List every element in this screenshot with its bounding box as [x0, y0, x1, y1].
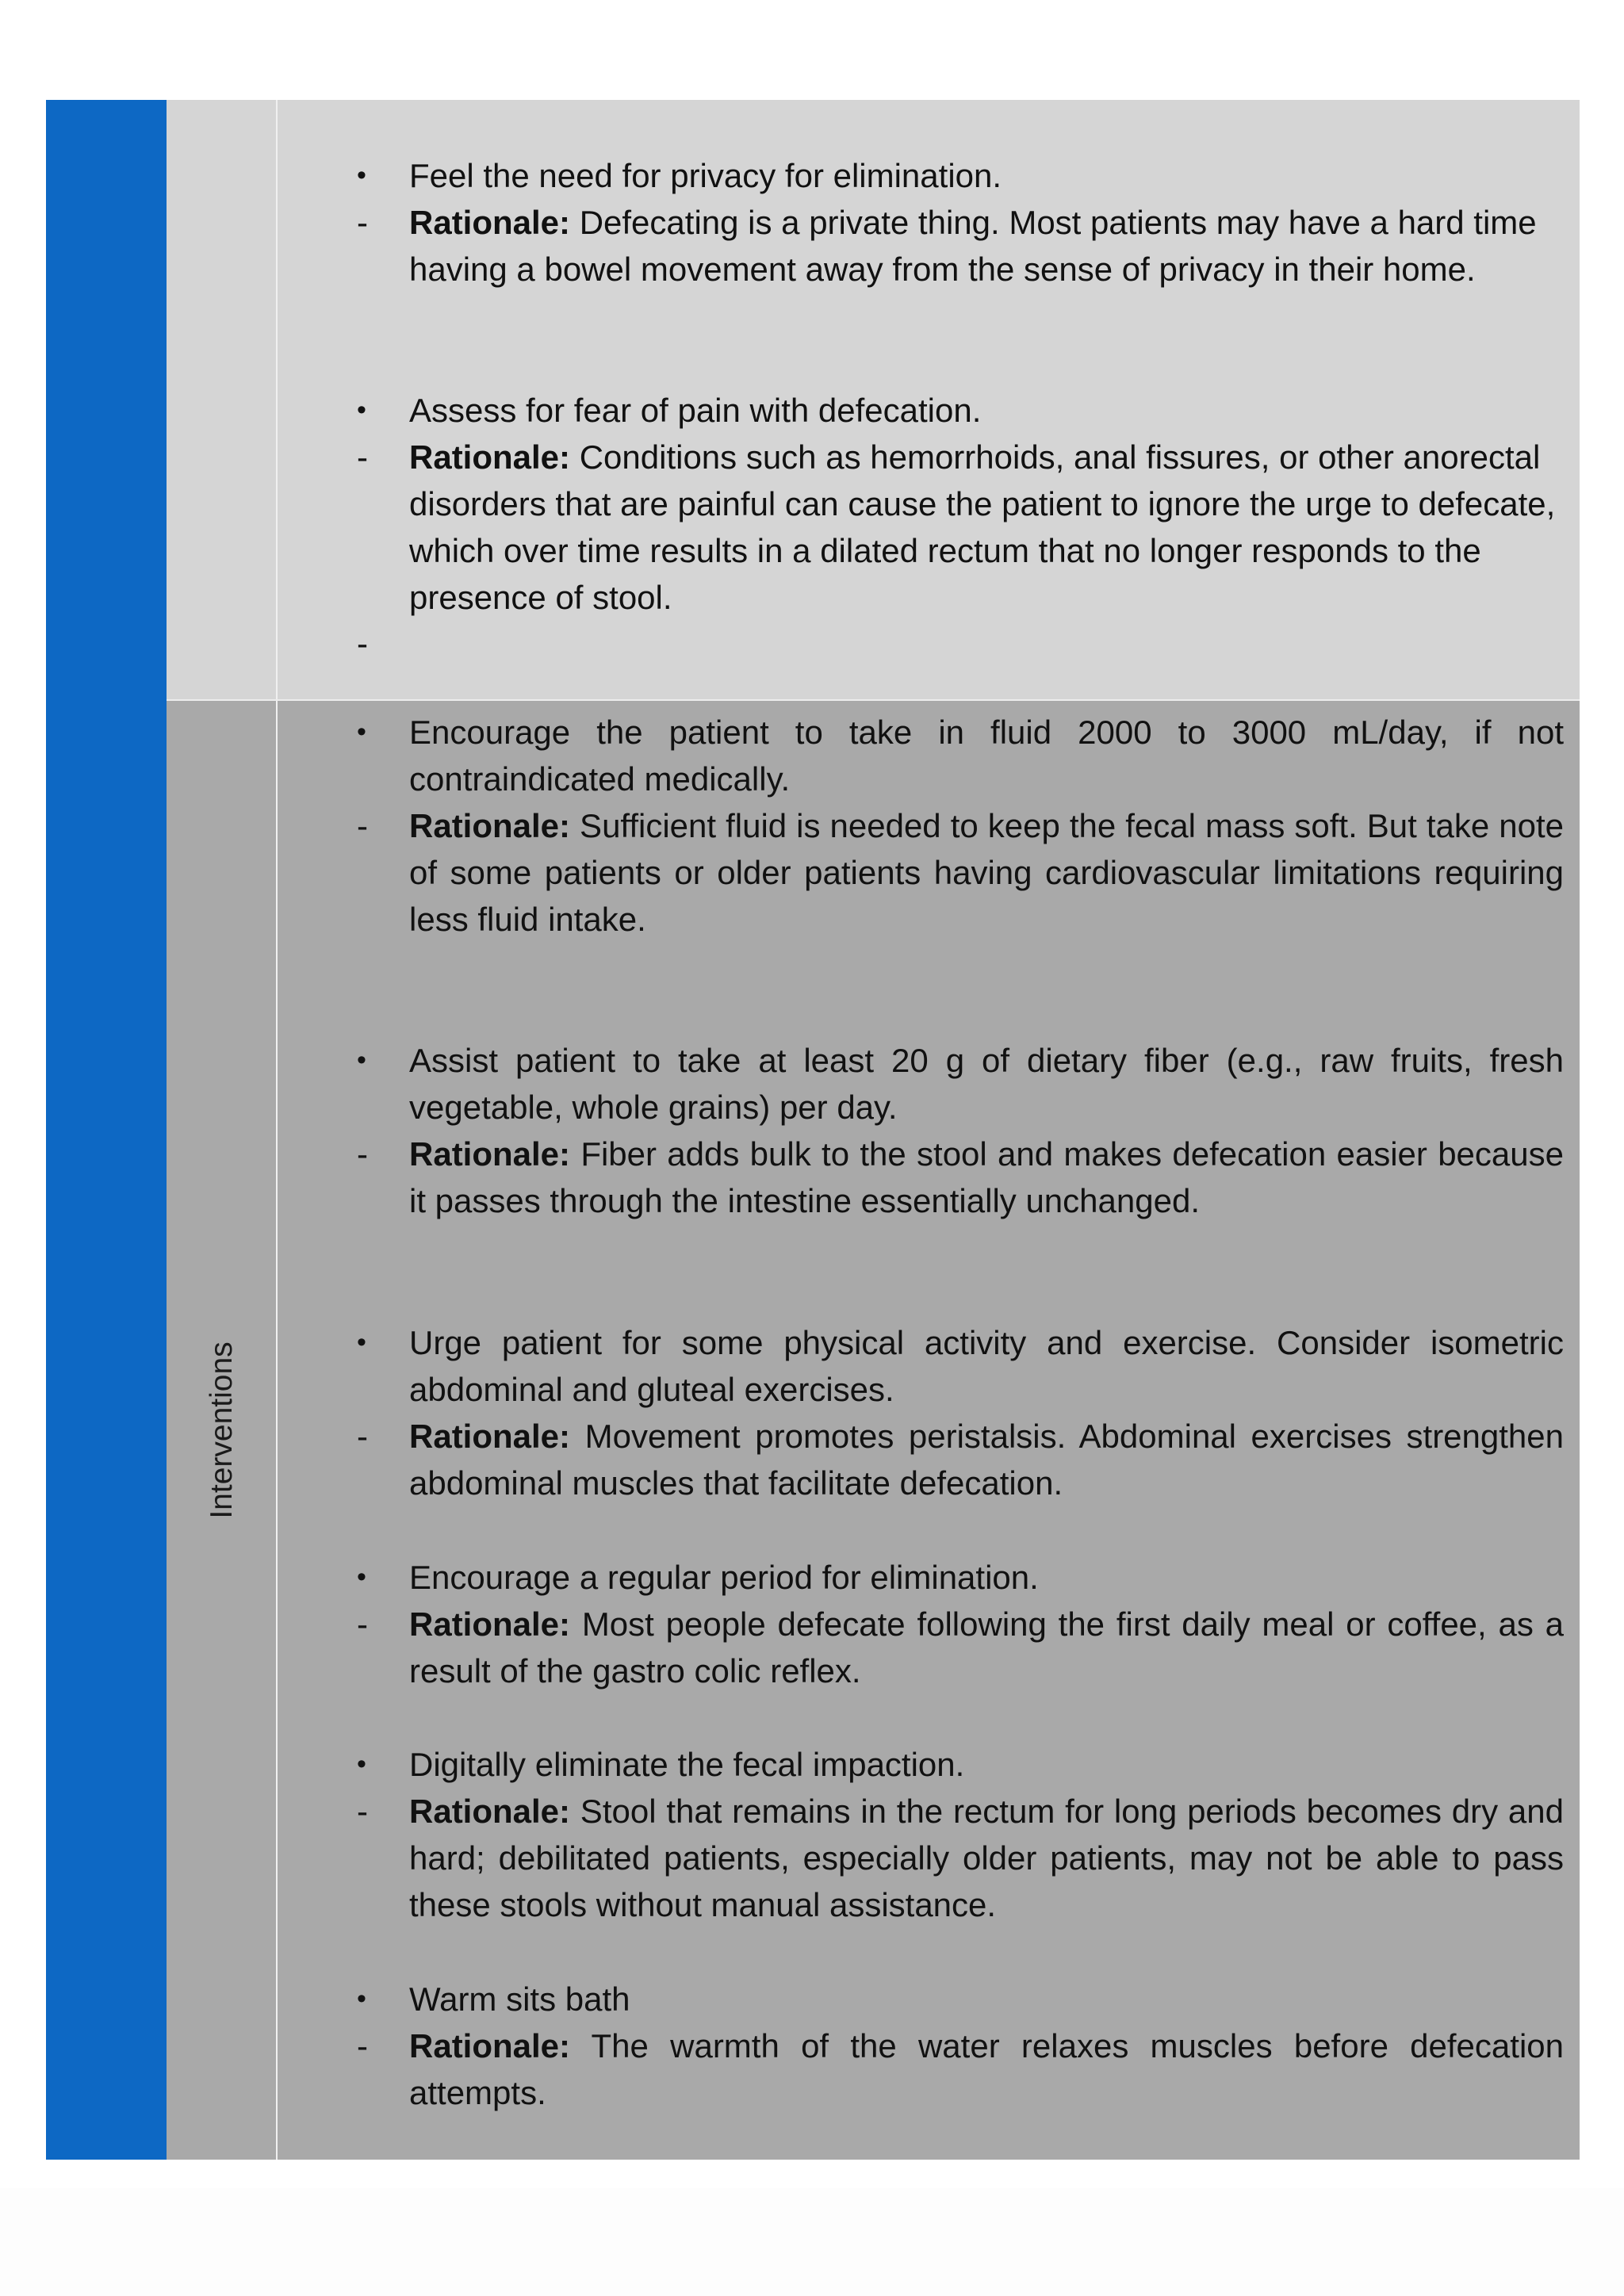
bullet-icon: • — [357, 717, 366, 747]
rationale-label: Rationale: — [409, 1135, 571, 1173]
rationale-text: The warmth of the water relaxes muscles before defecation attempts. — [409, 2027, 1564, 2111]
bullet-icon: • — [357, 1984, 366, 2014]
rationale-text: Defecating is a private thing. Most patients may have a hard time having a bowel movement away from the sense of privacy in their home. — [409, 204, 1537, 288]
row-label-cell — [167, 100, 278, 699]
rationale-text: Movement promotes peristalsis. Abdominal exercises strengthen abdominal muscles that facilitate defecation. — [409, 1418, 1564, 1502]
empty-dash-line: - — [357, 625, 368, 662]
dash-icon: - — [357, 438, 368, 476]
bullet-icon: • — [357, 1562, 366, 1592]
bullet-point — [350, 1319, 1564, 1413]
point-text: Feel the need for privacy for elimination. — [409, 157, 1002, 194]
list-item — [350, 152, 1564, 293]
rationale-text: Sufficient fluid is needed to keep the fecal mass soft. But take note of some patients or older patients having cardiovascular limitations requiring less fluid intake. — [409, 807, 1564, 938]
rationale-line — [350, 1788, 1564, 1928]
bullet-icon: • — [357, 1327, 366, 1357]
bullet-point — [350, 1741, 1564, 1788]
interventions-row — [167, 699, 1580, 2160]
list-item — [350, 1554, 1564, 1694]
list-item — [350, 1037, 1564, 1224]
rationale-label: Rationale: — [409, 1605, 571, 1643]
bullet-icon: • — [357, 1045, 366, 1075]
dash-icon: - — [357, 807, 368, 844]
bullet-icon: • — [357, 395, 366, 425]
dash-icon: - — [357, 2027, 368, 2064]
rationale-label: Rationale: — [409, 2027, 571, 2064]
rationale-label: Rationale: — [409, 1418, 571, 1455]
rationale-line — [350, 2022, 1564, 2116]
assessment-row — [167, 100, 1580, 699]
list-item — [350, 1741, 1564, 1928]
rationale-label: Rationale: — [409, 807, 571, 844]
point-text: Digitally eliminate the fecal impaction. — [409, 1746, 965, 1783]
bullet-point — [350, 387, 1564, 434]
list-item — [350, 1976, 1564, 2116]
accent-side-bar — [46, 100, 167, 2160]
point-text: Assess for fear of pain with defecation. — [409, 392, 982, 429]
rationale-line — [350, 199, 1564, 293]
bullet-point — [350, 1976, 1564, 2022]
point-text: Assist patient to take at least 20 g of dietary fiber (e.g., raw fruits, fresh vegetable, whole grains) per day. — [409, 1042, 1564, 1126]
page-bottom-margin — [0, 2188, 1624, 2296]
rationale-line — [350, 802, 1564, 943]
rationale-text: Most people defecate following the first daily meal or coffee, as a result of the gastro colic reflex. — [409, 1605, 1564, 1689]
dash-icon: - — [357, 1135, 368, 1173]
list-item — [350, 387, 1564, 621]
list-item — [350, 709, 1564, 943]
dash-icon: - — [357, 1605, 368, 1643]
rationale-label: Rationale: — [409, 438, 571, 476]
bullet-icon: • — [357, 160, 366, 190]
bullet-point — [350, 709, 1564, 802]
rationale-line — [350, 434, 1564, 621]
rationale-line — [350, 1131, 1564, 1224]
point-text: Urge patient for some physical activity and exercise. Consider isometric abdominal and gluteal exercises. — [409, 1324, 1564, 1408]
row-label-cell — [167, 701, 278, 2160]
rationale-line — [350, 1601, 1564, 1694]
dash-icon: - — [357, 1418, 368, 1455]
rationale-text: Stool that remains in the rectum for long periods becomes dry and hard; debilitated patients, especially older patients, may not be able to pass these stools without manual assistance. — [409, 1793, 1564, 1923]
rationale-text: Fiber adds bulk to the stool and makes defecation easier because it passes through the intestine essentially unchanged. — [409, 1135, 1564, 1219]
rationale-line — [350, 1413, 1564, 1506]
point-text: Encourage the patient to take in fluid 2000 to 3000 mL/day, if not contraindicated medically. — [409, 714, 1564, 798]
dash-icon: - — [357, 204, 368, 241]
bullet-icon: • — [357, 1749, 366, 1779]
point-text: Warm sits bath — [409, 1980, 630, 2018]
point-text: Encourage a regular period for elimination. — [409, 1559, 1039, 1596]
interventions-label: Interventions — [205, 1341, 239, 1519]
care-plan-table — [46, 100, 1580, 2160]
rationale-text: Conditions such as hemorrhoids, anal fissures, or other anorectal disorders that are painful can cause the patient to ignore the urge to defecate, which over time results in a dilated rectum that no longer responds to the presence of stool. — [409, 438, 1556, 616]
bullet-point — [350, 152, 1564, 199]
rationale-label: Rationale: — [409, 204, 571, 241]
bullet-point — [350, 1554, 1564, 1601]
dash-icon: - — [357, 1793, 368, 1830]
rationale-label: Rationale: — [409, 1793, 571, 1830]
list-item — [350, 1319, 1564, 1506]
bullet-point — [350, 1037, 1564, 1131]
